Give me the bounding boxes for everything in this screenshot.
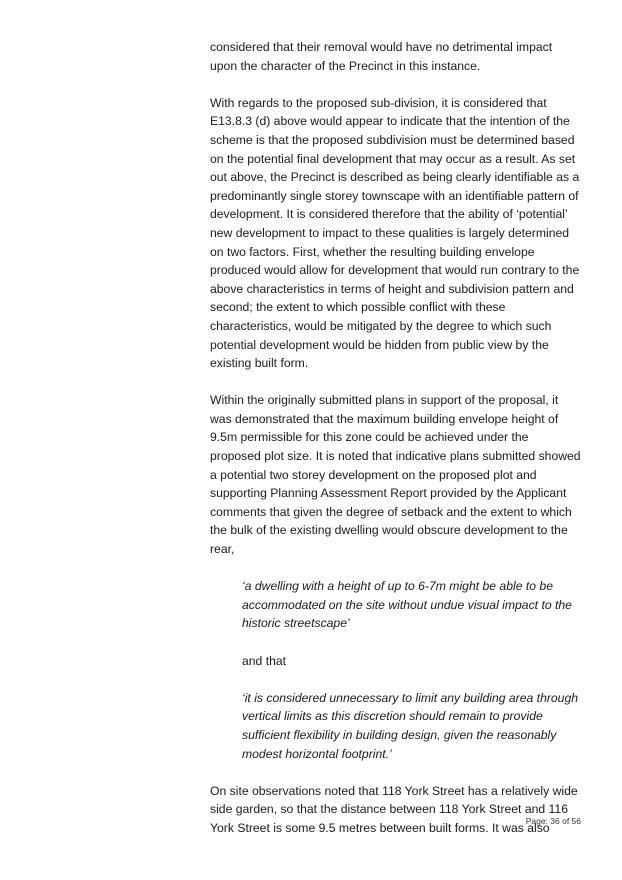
block-quote-2: ‘it is considered unnecessary to limit any building area through vertical limits as this discretion should remain to provide sufficient flexibility in building design, given the reasonably modest horizontal footprint.’ <box>242 690 579 761</box>
paragraph-site-observations: On site observations noted that 118 York Street has a relatively wide side garden, so that the distance between 118 York Street and 116 York Street is some 9.5 metres between built forms. It was also <box>210 783 578 835</box>
paragraph-submitted-plans: Within the originally submitted plans in support of the proposal, it was demonstrated that the maximum building envelope height of 9.5m permissible for this zone could be achieved under the proposed plot size. It is noted that indicative plans submitted showed a potential two storey development on the proposed plot and supporting Planning Assessment Report provided by the Applicant comments that given the degree of setback and the extent to which the bulk of the existing dwelling would obscure development to the rear, <box>210 393 581 557</box>
block-quote-1: ‘a dwelling with a height of up to 6-7m might be able to be accommodated on the site without undue visual impact to the historic streetscape’ <box>242 579 572 631</box>
page-number: Page: 36 of 56 <box>525 816 581 826</box>
paragraph-continued: considered that their removal would have no detrimental impact upon the character of the Precinct in this instance. <box>210 40 553 73</box>
connector-text: and that <box>242 653 287 668</box>
body-text <box>210 38 582 856</box>
paragraph-subdivision: With regards to the proposed sub-division, it is considered that E13.8.3 (d) above would appear to indicate that the intention of the scheme is that the proposed subdivision must be determined based on the potential final development that may occur as a result. As set out above, the Precinct is described as being clearly identifiable as a predominantly single storey townscape with an identifiable pattern of development. It is considered therefore that the ability of ‘potential’ new development to impact to these qualities is largely determined on two factors. First, whether the resulting building envelope produced would allow for development that would run contrary to the above characteristics in terms of height and subdivision pattern and second; the extent to which possible conflict with these characteristics, would be mitigated by the degree to which such potential development would be hidden from public view by the existing built form. <box>210 95 580 371</box>
